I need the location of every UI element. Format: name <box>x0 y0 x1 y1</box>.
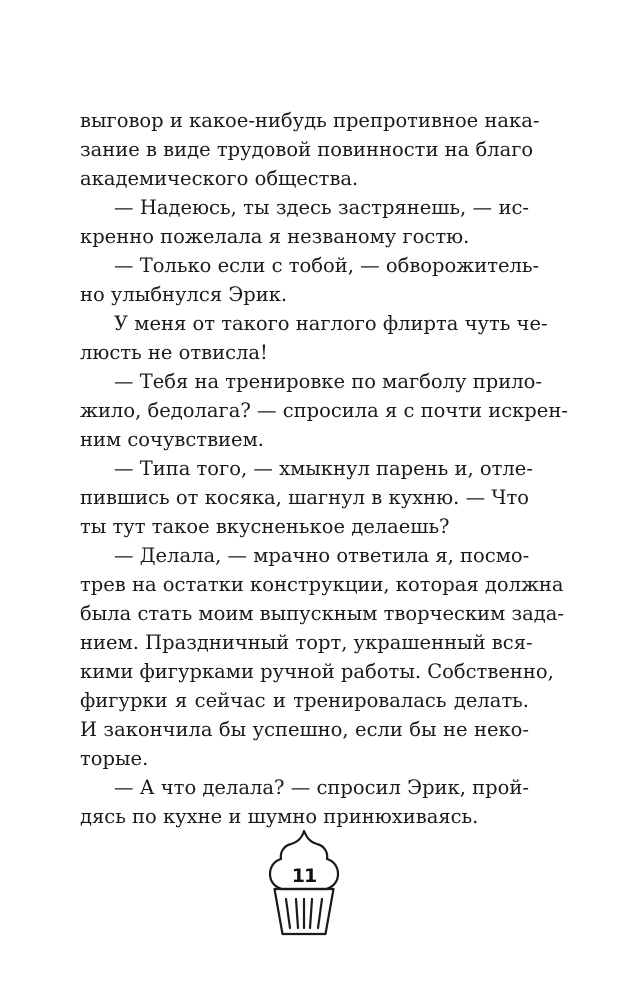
text-line: выговор и какое-нибудь препротивное нака- <box>80 109 540 132</box>
text-line: — А что делала? — спросил Эрик, прой- <box>114 776 529 799</box>
page-number: 11 <box>291 865 317 887</box>
text-line: И закончила бы успешно, если бы не неко- <box>80 718 529 741</box>
text-line: академического общества. <box>80 167 359 190</box>
text-line: — Только если с тобой, — обворожитель- <box>114 254 540 277</box>
text-line: — Надеюсь, ты здесь застрянешь, — ис- <box>114 196 529 219</box>
text-line: фигурки я сейчас и тренировалась делать. <box>80 689 529 712</box>
text-line: ты тут такое вкусненькое делаешь? <box>80 515 450 538</box>
text-line: нием. Праздничный торт, украшенный вся- <box>80 631 533 654</box>
text-line: зание в виде трудовой повинности на благо <box>80 138 534 161</box>
text-line: ним сочувствием. <box>80 428 264 451</box>
text-line: но улыбнулся Эрик. <box>80 283 288 306</box>
text-line: трев на остатки конструкции, которая должна <box>80 573 564 596</box>
text-line: дясь по кухне и шумно принюхиваясь. <box>80 805 479 828</box>
text-line: торые. <box>80 747 149 770</box>
text-line: кренно пожелала я незваному гостю. <box>80 225 470 248</box>
page-number-marker <box>264 826 344 938</box>
body-text <box>80 106 568 831</box>
text-line: У меня от такого наглого флирта чуть че- <box>114 312 548 335</box>
text-line: люсть не отвисла! <box>80 341 268 364</box>
text-line: кими фигурками ручной работы. Собственно, <box>80 660 554 683</box>
text-line: — Типа того, — хмыкнул парень и, отле- <box>114 457 533 480</box>
text-line: — Делала, — мрачно ответила я, посмо- <box>114 544 530 567</box>
text-line: пившись от косяка, шагнул в кухню. — Что <box>80 486 529 509</box>
text-line: — Тебя на тренировке по магболу прило- <box>114 370 542 393</box>
text-line: была стать моим выпускным творческим зада- <box>80 602 565 625</box>
text-line: жило, бедолага? — спросила я с почти искрен- <box>80 399 568 422</box>
